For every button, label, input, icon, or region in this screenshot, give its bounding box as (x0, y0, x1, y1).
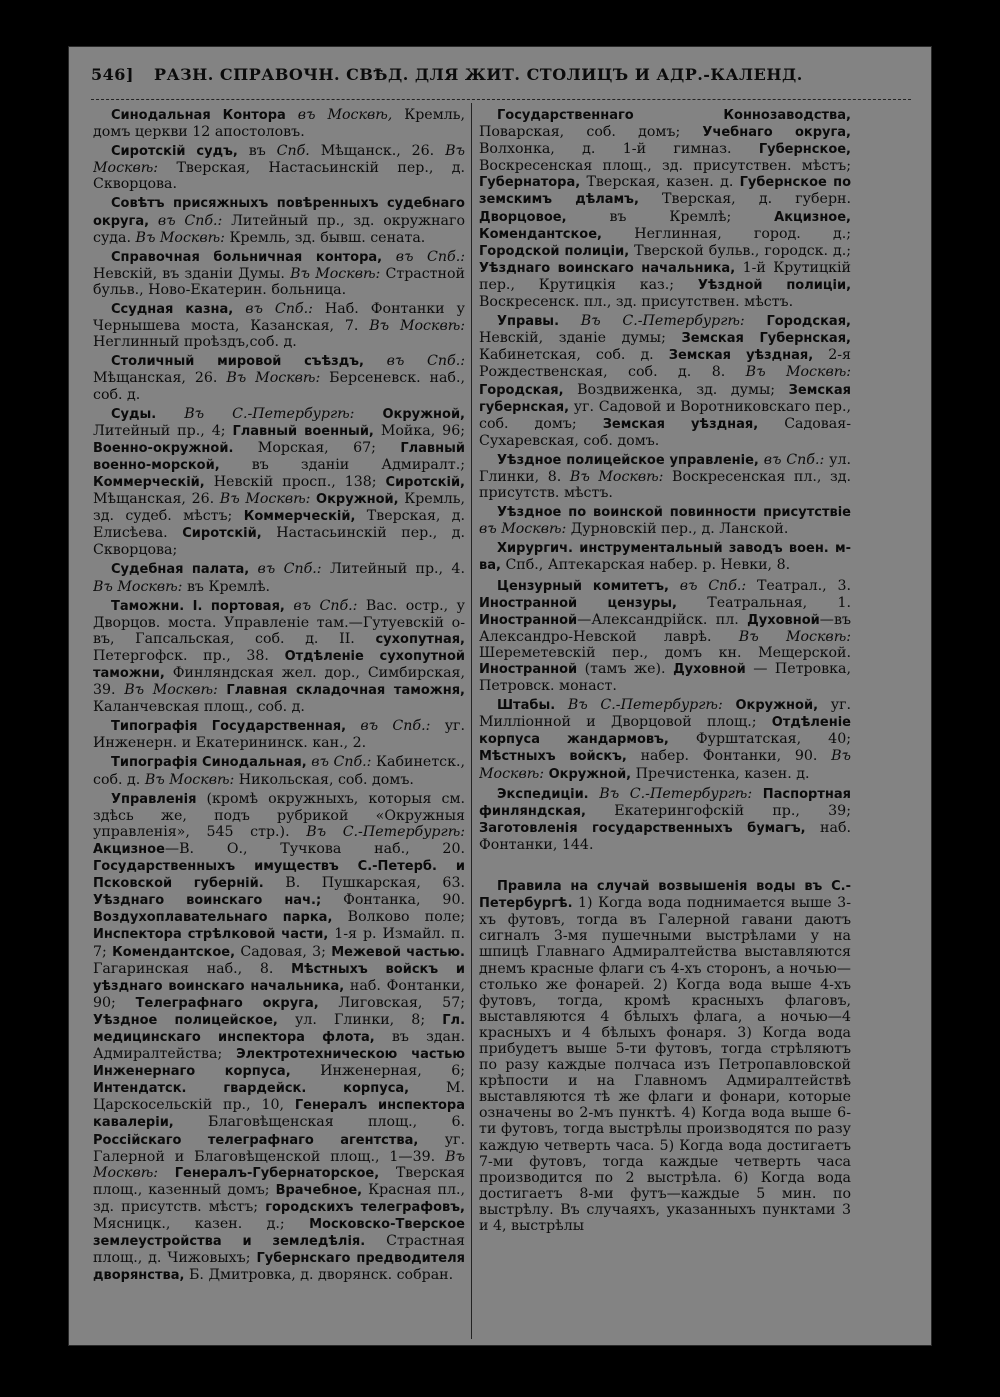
entry-city: Въ Москвѣ: (93, 1148, 465, 1181)
entry-text: Литейный пр., зд. окружнаго суда. (93, 212, 465, 246)
entry-text: Кремль, зд. бывш. сената. (224, 229, 426, 246)
entry-text: Неглинный проѣздъ,соб. д. (93, 334, 297, 351)
entry-text: Литейный пр., 4. (321, 561, 465, 578)
entry-heading: Земская губернская, (479, 382, 851, 415)
entry-text: (кромѣ окружныхъ, которыя см. здѣсь же, подъ рубрикой «Окружныя управленія», 545 стр.). (93, 790, 465, 840)
entry-heading: Справочная больничная контора, (111, 249, 383, 265)
directory-entry (93, 353, 465, 402)
directory-entry (93, 249, 465, 298)
directory-entry (479, 452, 851, 501)
entry-text: Страстной бульв., Ново-Екатерин. больница. (93, 265, 465, 298)
entry-text: (тамъ же). (577, 661, 674, 677)
entry-heading: Уѣзднаго воинскаго начальника, (479, 260, 736, 276)
entry-heading: Экспедиціи. (497, 786, 589, 802)
entry-city: въ Спб.: (306, 754, 372, 771)
entry-text: Фонтанка, 90. (321, 892, 465, 909)
entry-city: Въ Москвѣ: (569, 468, 664, 485)
entry-heading: Земская уѣздная, (668, 348, 814, 364)
entry-city: Въ Москвѣ: (135, 229, 225, 246)
entry-heading: Дворцовое, (479, 209, 567, 225)
entry-heading: Типографія Синодальная, (111, 755, 307, 771)
entry-heading: Отдѣленіе корпуса жандармовъ, (479, 715, 851, 748)
book-page (68, 46, 932, 1346)
entry-text: Кабинетская, соб. д. (479, 347, 669, 364)
entry-text: Наб. Фонтанки у Чернышева моста, Казанская, 7. (93, 301, 465, 335)
entry-text: Воздвиженка, зд. думы; (563, 381, 789, 398)
entry-city: въ Спб.: (249, 561, 322, 578)
entry-city: въ Спб.: (346, 718, 431, 735)
entry-heading: Военно-окружной. (93, 440, 234, 456)
entry-text: уг. Садовой и Воротниковскаго пер., соб. домъ; (479, 398, 851, 432)
entry-heading: Совѣтъ присяжныхъ повѣренныхъ судебнаго округа, (93, 196, 465, 229)
entry-text: М. Царскосельскій пр., 10, (93, 1080, 465, 1114)
entry-heading: Комендантское, (112, 944, 236, 960)
entry-text: уг. Инженерн. и Екатерининск. кан., 2. (93, 718, 465, 752)
entry-text: Воскресенская пл., зд. присутств. мѣстъ. (479, 468, 851, 502)
entry-text: Гагаринская наб., 8. (93, 960, 292, 977)
entry-heading: Губернское, (758, 142, 851, 158)
entry-heading: Акцизное, Комендантское, (479, 209, 851, 242)
entry-heading: Окружной, (354, 406, 465, 422)
entry-text: Благовѣщенская площ., 6. (173, 1114, 465, 1131)
directory-entry (93, 561, 465, 594)
entry-text: Неглинная, город. д.; (602, 225, 851, 242)
entry-text: — Петровка, Петровск. монаст. (479, 661, 851, 695)
entry-heading: Губернское по земскимъ дѣламъ, (479, 175, 851, 208)
entry-text: Невскій просп., 138; (204, 473, 386, 490)
entry-text: Кремль, зд. судеб. мѣстъ; (93, 491, 465, 525)
directory-entry (93, 301, 465, 350)
entry-city: Въ С.-Петербургѣ: (555, 697, 723, 714)
entry-heading: Иностранной (479, 662, 578, 677)
entry-text: Вас. остр., у Дворцов. моста. Управленіе там.—Гутуевскій о-въ, Гапсальская, соб. д. II. (93, 597, 465, 647)
entry-heading: Правила на случай возвышенія воды въ С.-Петербургѣ. (479, 879, 851, 912)
entry-city: Въ Москвѣ: (124, 682, 218, 699)
entry-heading: Духовной (673, 662, 746, 677)
entry-city: въ Москвѣ, (285, 107, 393, 123)
entry-heading: Ссудная казна, (111, 302, 234, 318)
entry-text: набер. Фонтанки, 90. (626, 748, 832, 765)
entry-heading: Межевой частью. (331, 944, 465, 960)
entry-city: Въ С.-Петербургѣ: (588, 785, 753, 802)
right-column (479, 107, 851, 1337)
entry-city: Въ Москвѣ: (144, 771, 235, 788)
entry-heading: Уѣздной полиціи, (697, 277, 851, 293)
directory-entry (479, 107, 851, 310)
entry-heading: Мѣстныхъ войскъ и уѣзднаго воинскаго начальника, (93, 961, 465, 994)
entry-text: Тверская, д. Елисѣева. (93, 508, 465, 542)
entry-text: Садовая-Сухаревская, соб. домъ. (479, 415, 851, 449)
entry-text: Тверская, д. губерн. (638, 191, 851, 208)
entry-text: наб. Фонтанки, 144. (479, 819, 851, 853)
entry-heading: Земская Губернская, (681, 331, 851, 347)
entry-text: Фурштатская, 40; (668, 731, 851, 748)
directory-entry (479, 313, 851, 449)
entry-text: уг. Милліонной и Дворцовой площ.; (479, 697, 851, 731)
entry-city: Въ Москвѣ: (93, 143, 465, 177)
entry-text: въ здан. Адмиралтейства; (93, 1028, 465, 1063)
directory-entry (93, 107, 465, 140)
entry-text: Красная пл., зд. присутств. мѣстъ; (93, 1181, 465, 1215)
entry-text: Театрал., 3. (746, 577, 851, 594)
entry-text: 1-я р. Измайл. п. 7; (93, 926, 465, 960)
entry-text: Садовая, 3; (235, 943, 332, 960)
entry-text: Тверская, казен. д. (580, 174, 740, 191)
entry-heading: Врачебное, (275, 1182, 363, 1198)
entry-heading: Губернскаго предводителя дворянства, (93, 1251, 465, 1284)
entry-text: Мойка, 96; (373, 422, 465, 439)
entry-heading: Коммерческій, (243, 509, 356, 525)
entry-text: Литейный пр., 4; (93, 422, 233, 439)
entry-heading: Акцизное (93, 841, 165, 857)
entry-city: Въ Москвѣ: (226, 370, 321, 387)
page-number: 546] (91, 65, 134, 84)
entry-text: въ (237, 143, 277, 160)
directory-entry (93, 406, 465, 559)
entry-heading: Цензурный комитетъ, (497, 578, 669, 594)
entry-text: Финляндская жел. дор., Симбирская, 39. (93, 665, 465, 699)
entry-text: Спб., Аптекарская набер. р. Невки, 8. (500, 557, 791, 574)
entry-city: Въ Москвѣ: (369, 318, 465, 335)
entry-city: въ Спб.: (758, 451, 825, 468)
entry-city: въ Москвѣ: (479, 521, 567, 538)
entry-heading: Синодальная Контора (111, 108, 286, 123)
directory-entry (93, 791, 465, 1285)
entry-heading: Телеграфнаго округа, (135, 995, 319, 1011)
entry-text: 2-я Рождественская, соб. д. 8. (479, 347, 851, 381)
entry-city: Спб. (276, 143, 310, 160)
entry-text: Воскресенск. пл., зд. присутствен. мѣстъ. (479, 294, 794, 311)
entry-text: Лиговская, 57; (318, 994, 465, 1011)
entry-heading: Хирургич. инструментальный заводъ воен. м-ва, (479, 541, 851, 574)
header-title: РАЗН. СПРАВОЧН. СВѢД. ДЛЯ ЖИТ. СТОЛИЦЪ И АДР.-КАЛЕНД. (154, 65, 803, 84)
entry-text: —В. О., Тучкова наб., 20. (164, 840, 465, 857)
entry-city: Въ Москвѣ: (93, 578, 183, 595)
entry-text: Воскресенская площ., зд. присутствен. мѣстъ; (479, 158, 851, 175)
entry-city: Въ Москвѣ: (738, 628, 851, 645)
entry-text: Екатерингофскій пр., 39; (585, 802, 851, 819)
entry-heading: Уѣздное по воинской повинности присутствіе (497, 505, 851, 521)
entry-text: —въ Александро-Невской лаврѣ. (479, 611, 851, 645)
entry-heading: Государственнаго Коннозаводства, (497, 108, 851, 123)
entry-heading: Уѣздное полицейское, (93, 1012, 278, 1028)
entry-text: Мясницк., казен. д.; (93, 1216, 310, 1232)
entry-city: Въ Москвѣ: (219, 491, 311, 508)
entry-heading: Генералъ инспектора кавалеріи, (93, 1098, 465, 1131)
entry-text: Кабинетск., соб. д. (93, 754, 465, 788)
directory-entry (93, 598, 465, 716)
entry-city: въ Спб.: (382, 248, 465, 265)
entry-text: Б. Дмитровка, д. дворянск. собран. (184, 1267, 454, 1284)
entry-heading: городскихъ телеграфовъ, (265, 1199, 465, 1215)
entry-heading: Иностранной цензуры, (479, 595, 677, 611)
entry-heading: Главный военный, (232, 423, 374, 439)
entry-text: наб. Фонтанки, 90; (93, 977, 465, 1011)
entry-heading: Окружной, (544, 766, 632, 782)
entry-text: Мѣщанск., 26. (309, 143, 446, 160)
entry-heading: Губернатора, (479, 175, 581, 191)
entry-heading: сухопутная, (375, 631, 465, 647)
directory-entry (93, 754, 465, 787)
entry-text: Пречистенка, казен. д. (631, 765, 810, 782)
entry-text: Тверская, Настасьинскій пер., д. Скворцова. (93, 160, 465, 193)
entry-text: Кремль, домъ церкви 12 апостоловъ. (93, 107, 465, 141)
entry-city: Въ Москвѣ: (745, 364, 851, 381)
directory-entry (93, 718, 465, 751)
entry-heading: Иностранной (479, 612, 578, 628)
entry-city: въ Спб.: (149, 212, 223, 229)
entry-heading: Управленія (111, 791, 197, 807)
directory-entry (93, 195, 465, 245)
entry-heading: Паспортная финляндская, (479, 786, 851, 819)
entry-heading: Воздухоплавательнаго парка, (93, 910, 333, 926)
directory-entry (479, 578, 851, 695)
entry-city: въ Спб.: (233, 301, 313, 318)
entry-city: Въ С.-Петербургѣ: (559, 313, 745, 330)
entry-text: Невскій, зданіе думы; (479, 330, 682, 347)
entry-heading: Московско-Тверское землеустройства и земледѣлія. (93, 1217, 465, 1250)
directory-entry (479, 504, 851, 537)
entry-text: В. Пушкарская, 63. (263, 875, 465, 892)
entry-heading: Заготовленія государственныхъ бумагъ, (479, 820, 806, 836)
entry-heading: Интендатск. гвардейск. корпуса, (93, 1081, 410, 1097)
directory-entry (479, 540, 851, 574)
entry-text: Невскій, въ зданіи Думы. (93, 265, 291, 282)
entry-text: Шереметевскій пер., домъ кн. Мещерской. (479, 644, 851, 661)
entry-text: Поварская, соб. домъ; (479, 124, 703, 141)
directory-entry (93, 143, 465, 192)
entry-heading: Россійскаго телеграфнаго агентства, (93, 1132, 419, 1148)
entry-text: Тверской бульв., городск. д.; (629, 242, 851, 259)
entry-heading: Сиротскій, (385, 474, 465, 490)
entry-text: Инженерная, 6; (290, 1063, 465, 1080)
entry-heading: Главная складочная таможня, (217, 683, 465, 699)
entry-city: въ Спб.: (363, 353, 465, 370)
entry-text: Морская, 67; (233, 439, 401, 456)
entry-city: Въ Москвѣ: (290, 265, 381, 282)
entry-city: Въ С.-Петербургѣ: (156, 405, 355, 422)
entry-heading: Окружной, (722, 698, 819, 714)
entry-text: —Александрійск. пл. (577, 611, 748, 628)
entry-text: Мѣщанская, 26. (93, 491, 220, 508)
entry-heading: Окружной, (310, 492, 399, 508)
entry-heading: Мѣстныхъ войскъ, (479, 749, 627, 765)
entry-text: Страстная площ., д. Чижовыхъ; (93, 1233, 465, 1267)
entry-text: въ Кремлѣ. (182, 578, 271, 595)
entry-heading: Таможни. I. портовая, (111, 598, 285, 614)
entry-heading: Сиротскій, (182, 526, 262, 542)
running-header (91, 65, 911, 95)
entry-heading: Главный военно-морской, (93, 440, 465, 473)
entry-heading: Городской полиціи, (479, 243, 630, 259)
entry-text: уг. Галерной и Благовѣщенской площ., 1—39. (93, 1131, 465, 1165)
entry-city: Въ С.-Петербургѣ: (306, 823, 465, 840)
entry-text: Настасьинскій пер., д. Скворцова; (93, 525, 465, 559)
entry-heading: Уѣздное полицейское управленіе, (497, 452, 759, 468)
entry-heading: Управы. (497, 314, 560, 330)
directory-entry (479, 786, 851, 853)
section-gap (479, 856, 851, 878)
entry-city: въ Спб.: (668, 577, 747, 594)
entry-city: Въ Москвѣ: (479, 748, 851, 782)
entry-heading: Штабы. (497, 698, 556, 714)
entry-text: 1) Когда вода поднимается выше 3-хъ футовъ, тогда въ Галерной гавани даютъ сигналъ 3-мя пушечными выстрѣлами у на шпицѣ Главнаго Адмиралтейства выставляются днемъ красные флаги съ 4-хъ сторонъ, а ночью—столько же фонарей. 2) Когда вода выше 4-хъ футовъ, тогда, кромѣ красныхъ флаговъ, выставляются 4 бѣлыхъ флага, а ночью—4 красныхъ и 4 бѣлыхъ фонаря. 3) Когда вода прибудетъ выше 5-ти футовъ, тогда стрѣляютъ по разу каждые полчаса изъ Петропавловской крѣпости и на Главномъ Адмиралтействѣ выставляются тѣ же флаги и фонари, которые означены во 2-мъ пунктѣ. 4) Когда вода выше 6-ти футовъ, тогда выстрѣлы производятся по разу каждую четверть часа. 5) Когда вода достигаетъ 7-ми футовъ, тогда каждые четверть часа производится по 2 выстрѣла. 6) Когда вода достигаетъ 8-ми футъ—каждые 5 мин. по выстрѣлу. Въ случаяхъ, указанныхъ пунктами 3 и 4, выстрѣлы (479, 895, 851, 1234)
entry-heading: Столичный мировой съѣздъ, (111, 354, 364, 370)
entry-heading: Инспектора стрѣлковой части, (93, 927, 329, 943)
header-rule (91, 99, 911, 100)
entry-text: Волково поле; (332, 909, 465, 926)
entry-text: въ Кремлѣ; (566, 208, 775, 225)
entry-text: Тверская площ., казенный домъ; (93, 1164, 465, 1198)
entry-heading: Городская, (479, 382, 564, 398)
entry-heading: Гл. медицинскаго инспектора флота, (93, 1012, 465, 1045)
entry-heading: Духовной (747, 612, 820, 628)
entry-text: Волхонка, д. 1-й гимназ. (479, 141, 759, 158)
entry-text: Берсеневск. наб., соб. д. (93, 370, 465, 403)
directory-entry (479, 697, 851, 782)
entry-heading: Судебная палата, (111, 562, 250, 578)
entry-heading: Учебнаго округа, (702, 125, 851, 141)
entry-heading: Электротехническою частью Инженернаго корпуса, (93, 1047, 465, 1080)
entry-heading: Суды. (111, 406, 157, 422)
entry-text: Петергофск. пр., 38. (93, 647, 285, 664)
entry-text: Театральная, 1. (676, 594, 851, 611)
directory-entry (479, 878, 851, 1234)
entry-text: ул. Глинки, 8. (479, 451, 851, 485)
entry-text: Дурновскій пер., д. Ланской. (566, 521, 789, 538)
entry-text: ул. Глинки, 8; (277, 1011, 443, 1028)
entry-text: Каланчевская площ., соб. д. (93, 699, 305, 716)
entry-city: въ Спб.: (284, 597, 358, 614)
entry-heading: Типографія Государственная, (111, 719, 347, 735)
entry-text: Мѣщанская, 26. (93, 370, 227, 387)
entry-text: Никольская, соб. домъ. (234, 771, 414, 788)
entry-heading: Отдѣленіе сухопутной таможни, (93, 648, 465, 681)
entry-heading: Коммерческій, (93, 474, 205, 490)
entry-text: въ зданіи Адмиралт.; (219, 456, 465, 473)
entry-heading: Государственныхъ имуществъ С.-Петерб. и Псковской губерній. (93, 859, 465, 892)
entry-text: 1-й Крутицкій пер., Крутицкія каз.; (479, 259, 851, 293)
left-column (93, 107, 465, 1337)
entry-heading: Генералъ-Губернаторское, (158, 1165, 380, 1181)
entry-heading: Земская уѣздная, (602, 416, 759, 432)
entry-heading: Городская, (744, 314, 851, 330)
entry-heading: Уѣзднаго воинскаго нач.; (93, 893, 322, 909)
entry-heading: Сиротскій судъ, (111, 144, 238, 160)
column-divider (471, 103, 472, 1339)
